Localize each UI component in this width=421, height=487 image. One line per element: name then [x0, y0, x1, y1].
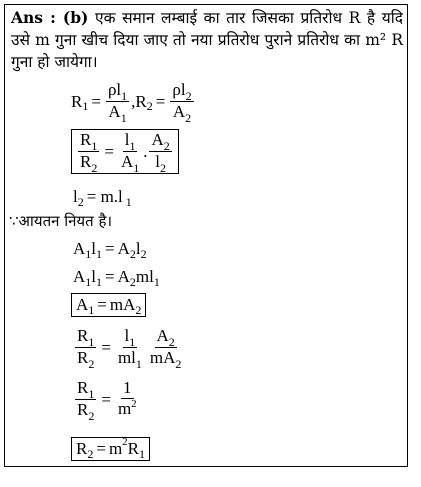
answer-box — [4, 4, 408, 467]
equation-volume-1: A 1 l 1 = A 2 l 2 — [73, 239, 147, 261]
equation-length: l 2 = m.l 1 — [73, 187, 132, 209]
volume-constant-note: ∵आयतन नियत है। — [9, 212, 113, 230]
question-text: एक समान लम्बाई का तार जिसका प्रतिरोध R है यदि उसे m गुना खीच दिया जाए तो नया प्रतिरोध पुराने प्रतिरोध का m² R गुना हो जायेगा। — [11, 9, 403, 71]
equation-area-boxed: A 1 = mA 2 — [71, 293, 146, 317]
equation-result-boxed: R 2 = m 2 R 1 — [71, 437, 150, 461]
equation-volume-2: A 1 l 1 = A 2 ml 1 — [73, 267, 160, 289]
equation-resistance-defs: R 1 = $\frac{\rho l_1}{A_1}$ , R 2 = $\frac{\rho l_2}{A_2}$ — [71, 80, 192, 125]
equation-ratio-sub: $\frac{R_1}{R_2}$ = $\frac{l_1}{ml_1}$ $\frac{A_2}{mA_2}$ — [77, 326, 182, 371]
equation-ratio-boxed: $\frac{R_1}{R_2}$ = $\frac{l_1}{A_1}$ . $\frac{A_2}{l_2}$ — [71, 129, 179, 174]
answer-paragraph — [11, 7, 403, 73]
equation-ratio-final: $\frac{R_1}{R_2}$ = $\frac{1}{m^2}$ — [77, 378, 137, 423]
answer-label: Ans : (b) — [11, 8, 89, 27]
